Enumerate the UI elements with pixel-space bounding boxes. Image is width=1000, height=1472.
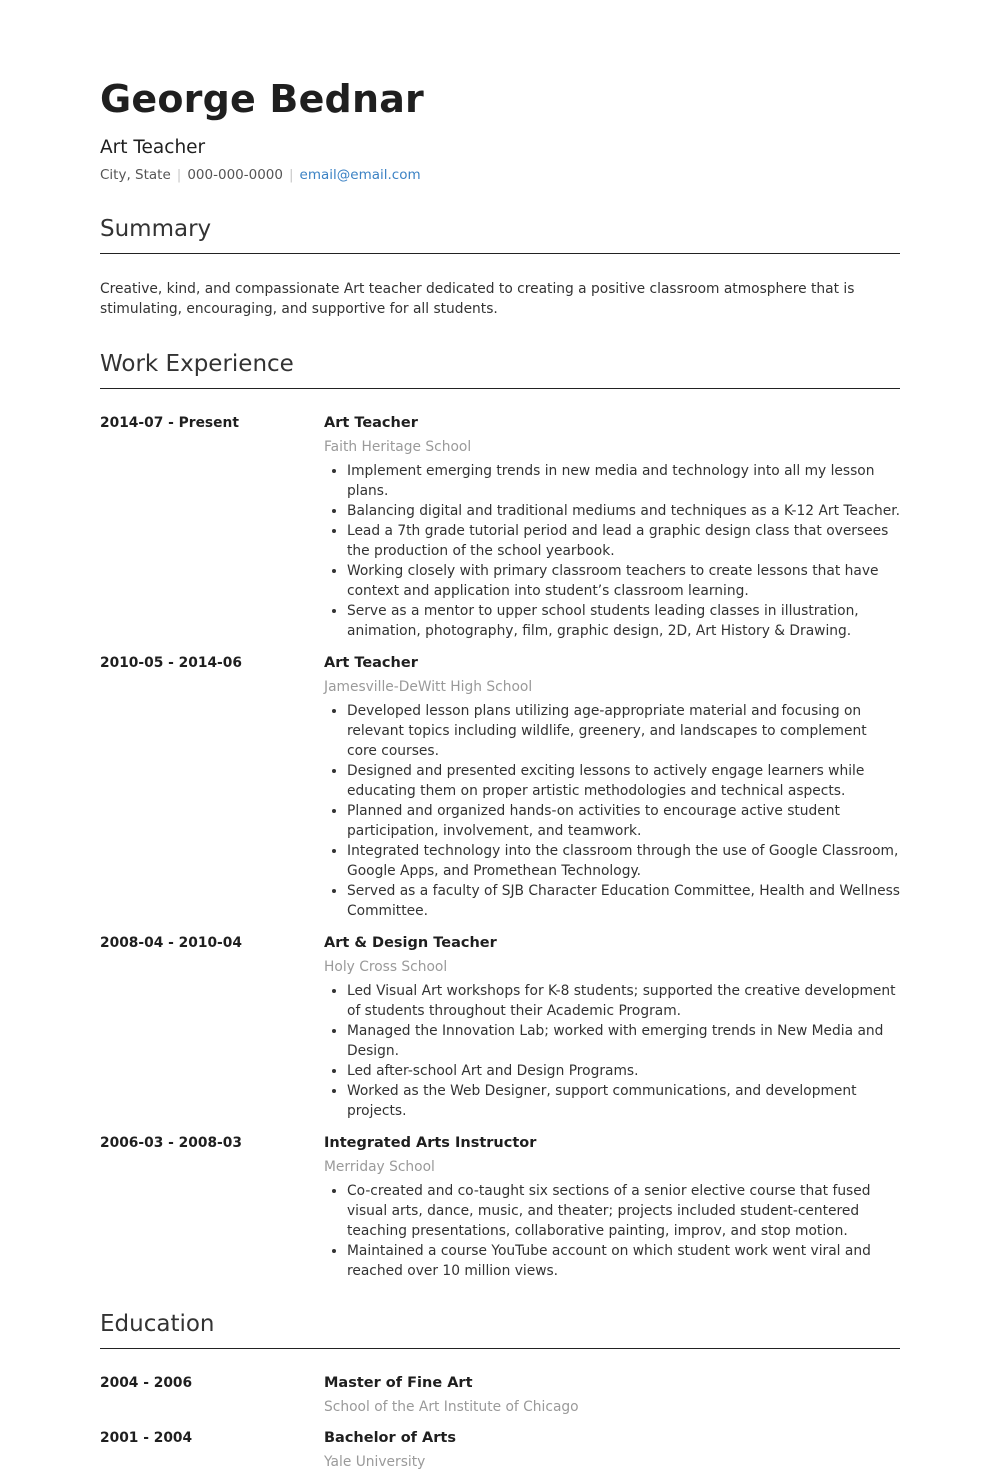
work-bullet: • Lead a 7th grade tutorial period and lead a graphic design class that oversees the production of the school yearbook. [347,521,900,561]
work-detail [324,653,900,921]
contact-email-link[interactable]: email@email.com [299,167,421,183]
summary-heading: Summary [100,216,212,242]
work-role: Art Teacher [324,655,418,671]
contact-phone: 000-000-0000 [187,167,283,183]
work-bullet: • Working closely with primary classroom teachers to create lessons that have context and application into student’s classroom learning. [347,561,900,601]
education-detail [324,1428,900,1472]
work-entry [100,413,900,641]
education-entries [100,1373,900,1472]
education-detail [324,1373,900,1417]
work-bullets [324,1181,900,1281]
education-heading: Education [100,1311,215,1337]
education-date: 2004 - 2006 [100,1375,193,1391]
work-role: Art & Design Teacher [324,935,497,951]
work-date: 2010-05 - 2014-06 [100,655,242,671]
work-bullet: • Co-created and co-taught six sections of a senior elective course that fused visual arts, dance, music, and theater; projects included student-centered teaching presentations, collaborative painting, improv, and stop motion. [347,1181,900,1241]
section-divider [100,388,900,389]
education-date: 2001 - 2004 [100,1430,193,1446]
work-role: Art Teacher [324,415,418,431]
resume-headline: Art Teacher [100,137,206,158]
resume-name: George Bednar [100,77,424,121]
education-school: Yale University [324,1454,426,1470]
work-organization: Jamesville-DeWitt High School [324,679,533,695]
work-date: 2014-07 - Present [100,415,239,431]
work-organization: Faith Heritage School [324,439,472,455]
work-entry [100,933,900,1121]
education-degree: Bachelor of Arts [324,1430,456,1446]
work-detail [324,933,900,1121]
section-divider [100,253,900,254]
work-bullets [324,461,900,641]
summary-text: Creative, kind, and compassionate Art teacher dedicated to creating a positive classroom atmosphere that is stimulating, encouraging, and supportive for all students. [100,281,855,317]
work-entries [100,413,900,1281]
contact-separator: | [288,167,294,183]
work-bullet: • Implement emerging trends in new media and technology into all my lesson plans. [347,461,900,501]
work-date: 2006-03 - 2008-03 [100,1135,242,1151]
work-bullet: • Served as a faculty of SJB Character Education Committee, Health and Wellness Committee. [347,881,900,921]
work-entry [100,1133,900,1281]
work-organization: Holy Cross School [324,959,448,975]
work-experience-heading: Work Experience [100,351,294,377]
summary-section [100,214,900,319]
education-degree: Master of Fine Art [324,1375,473,1391]
work-bullets [324,701,900,921]
work-bullet: • Integrated technology into the classroom through the use of Google Classroom, Google Apps, and Promethean Technology. [347,841,900,881]
work-date: 2008-04 - 2010-04 [100,935,242,951]
work-bullet: • Balancing digital and traditional mediums and techniques as a K-12 Art Teacher. [347,501,900,521]
education-school: School of the Art Institute of Chicago [324,1399,579,1415]
work-bullets [324,981,900,1121]
work-bullet: • Worked as the Web Designer, support communications, and development projects. [347,1081,900,1121]
education-entry [100,1428,900,1472]
work-bullet: • Serve as a mentor to upper school students leading classes in illustration, animation, photography, film, graphic design, 2D, Art History & Drawing. [347,601,900,641]
work-entry [100,653,900,921]
work-bullet: • Maintained a course YouTube account on which student work went viral and reached over 10 million views. [347,1241,900,1281]
work-detail [324,413,900,641]
work-detail [324,1133,900,1281]
work-bullet: • Designed and presented exciting lessons to actively engage learners while educating them on proper artistic methodologies and technical aspects. [347,761,900,801]
contact-location: City, State [100,167,171,183]
work-bullet: • Planned and organized hands-on activities to encourage active student participation, involvement, and teamwork. [347,801,900,841]
work-bullet: • Developed lesson plans utilizing age-appropriate material and focusing on relevant topics including wildlife, greenery, and landscapes to complement core courses. [347,701,900,761]
contact-line [100,166,900,184]
work-bullet: • Managed the Innovation Lab; worked with emerging trends in New Media and Design. [347,1021,900,1061]
section-divider [100,1348,900,1349]
work-organization: Merriday School [324,1159,435,1175]
work-bullet: • Led after-school Art and Design Programs. [347,1061,900,1081]
contact-separator: | [176,167,182,183]
education-entry [100,1373,900,1417]
work-role: Integrated Arts Instructor [324,1135,537,1151]
work-experience-section [100,349,900,1281]
education-section [100,1309,900,1472]
work-bullet: • Led Visual Art workshops for K-8 students; supported the creative development of students throughout their Academic Program. [347,981,900,1021]
